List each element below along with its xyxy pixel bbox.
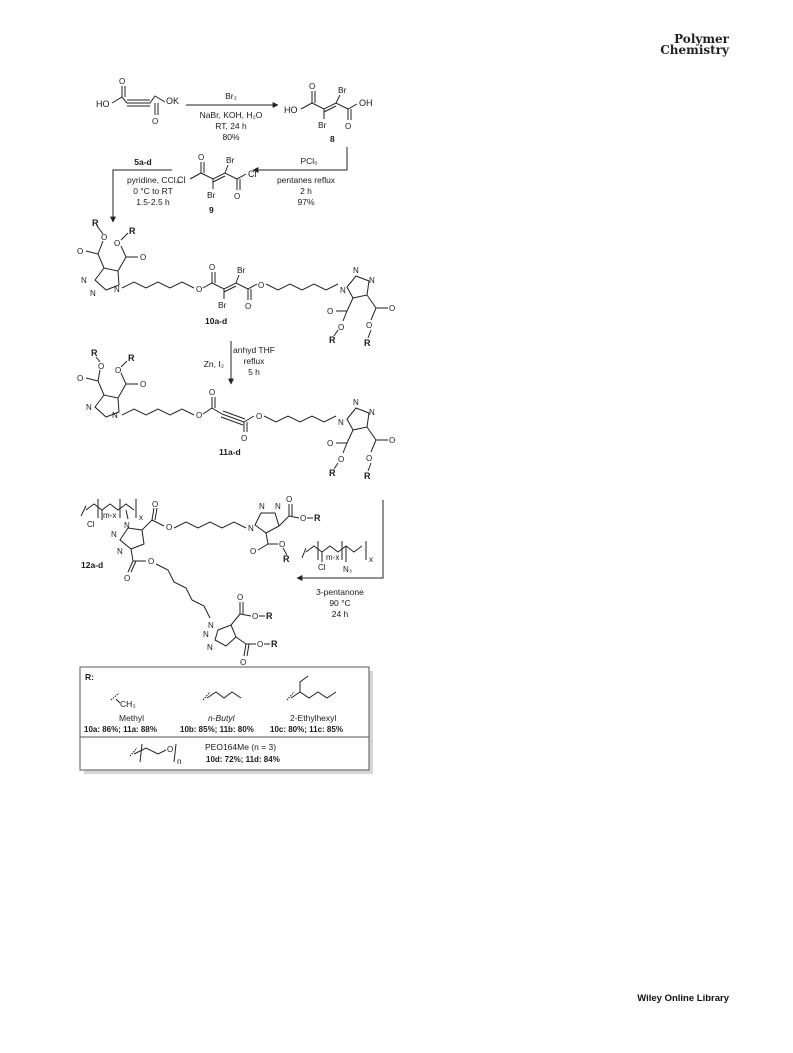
atom-n: N: [117, 547, 123, 556]
starting-material: [96, 77, 179, 126]
reagent-step3: 5a-d: [134, 157, 152, 167]
atom-n: N: [203, 630, 209, 639]
atom-o: O: [256, 412, 263, 421]
atom-o: O: [234, 192, 241, 201]
atom-n: N: [90, 289, 96, 298]
journal-line-1: Polymer: [674, 32, 729, 46]
atom-o: O: [167, 745, 174, 754]
yield-step2: 97%: [297, 197, 315, 207]
atom-cl: Cl: [87, 520, 95, 529]
ethylhexyl-name: 2-Ethylhexyl: [290, 713, 337, 723]
atom-br: Br: [226, 155, 235, 165]
label-ho: HO: [284, 105, 298, 115]
atom-o: O: [366, 321, 373, 330]
label-oh: OH: [359, 98, 373, 108]
temp-step5: 90 °C: [329, 598, 351, 608]
atom-o: O: [240, 658, 247, 667]
atom-o: O: [241, 434, 248, 443]
reagent-step2: PCl₅: [300, 156, 318, 166]
conditions-step4: anhyd THF: [233, 345, 275, 355]
atom-o: O: [309, 82, 316, 91]
conditions-step1: NaBr, KOH, H₂O: [199, 110, 263, 120]
temp-step4: reflux: [243, 356, 265, 366]
atom-br: Br: [207, 190, 216, 200]
butyl-name: n-Butyl: [208, 713, 235, 723]
repeat-index-x: x: [369, 555, 373, 564]
time-step5: 24 h: [331, 609, 349, 619]
atom-o: O: [389, 304, 396, 313]
atom-n: N: [248, 524, 254, 533]
r-group: R: [364, 471, 371, 481]
atom-o: O: [124, 574, 131, 583]
atom-n: N: [353, 398, 359, 407]
publisher-footer: Wiley Online Library: [637, 993, 729, 1004]
r-group: R: [329, 468, 336, 478]
repeat-index-mx: m-x: [103, 511, 117, 520]
methyl-yields: 10a: 86%; 11a: 88%: [84, 725, 157, 734]
reagent-step1: Br₂: [225, 91, 237, 101]
r-group: R: [266, 611, 273, 621]
atom-n: N: [86, 403, 92, 412]
atom-o: O: [196, 285, 203, 294]
atom-o: O: [101, 233, 108, 242]
label-ho: HO: [96, 99, 110, 109]
time-step2: 2 h: [300, 186, 312, 196]
r-group: R: [91, 348, 98, 358]
compound-id-8: 8: [330, 134, 335, 144]
atom-o: O: [140, 380, 147, 389]
atom-o: O: [209, 263, 216, 272]
atom-o: O: [198, 153, 205, 162]
atom-o: O: [345, 122, 352, 131]
compound-9: [177, 153, 257, 215]
atom-n: N: [207, 643, 213, 652]
r-group: R: [329, 335, 336, 345]
atom-o: O: [286, 495, 293, 504]
compound-12: [81, 495, 321, 667]
r-group: R: [314, 513, 321, 523]
atom-n: N: [338, 418, 344, 427]
atom-n: N: [259, 502, 265, 511]
atom-o: O: [77, 374, 84, 383]
atom-o: O: [245, 302, 252, 311]
atom-cl: Cl: [177, 175, 186, 185]
label-ok: OK: [166, 96, 180, 106]
time-step1: RT, 24 h: [215, 121, 247, 131]
atom-br: Br: [338, 85, 347, 95]
peo-yields: 10d: 72%; 11d: 84%: [206, 755, 280, 764]
atom-n: N: [353, 266, 359, 275]
compound-11: [77, 348, 395, 481]
atom-o: O: [148, 557, 155, 566]
atom-o: O: [237, 593, 244, 602]
atom-o: O: [366, 454, 373, 463]
atom-o: O: [98, 362, 105, 371]
repeat-index-x: x: [139, 513, 143, 522]
atom-br: Br: [237, 265, 246, 275]
atom-o: O: [250, 547, 257, 556]
time-step3: 1.5-2.5 h: [136, 197, 170, 207]
r-heading: R:: [85, 672, 94, 682]
azide-polymer: [302, 541, 373, 574]
atom-n: N: [81, 276, 87, 285]
atom-o: O: [338, 455, 345, 464]
atom-o: O: [209, 388, 216, 397]
atom-o: O: [300, 514, 307, 523]
atom-o: O: [196, 411, 203, 420]
compound-10: [77, 218, 395, 348]
atom-o: O: [258, 281, 265, 290]
ethylhexyl-yields: 10c: 80%; 11c: 85%: [270, 725, 343, 734]
atom-o: O: [115, 366, 122, 375]
journal-line-2: Chemistry: [660, 43, 729, 57]
solvent-step5: 3-pentanone: [316, 587, 364, 597]
atom-o: O: [152, 117, 159, 126]
r-group: R: [92, 218, 99, 228]
atom-cl: Cl: [318, 563, 326, 572]
atom-o: O: [257, 640, 264, 649]
r-group: R: [271, 639, 278, 649]
temp-step3: 0 °C to RT: [133, 186, 173, 196]
atom-o: O: [252, 612, 259, 621]
r-group: R: [129, 226, 136, 236]
atom-o: O: [152, 500, 159, 509]
compound-id-10: 10a-d: [205, 316, 228, 326]
butyl-yields: 10b: 85%; 11b: 80%: [180, 725, 254, 734]
methyl-formula: CH₃: [120, 699, 136, 709]
atom-br: Br: [218, 300, 227, 310]
atom-n: N: [369, 276, 375, 285]
atom-o: O: [389, 436, 396, 445]
atom-o: O: [279, 540, 286, 549]
r-group: R: [128, 353, 135, 363]
repeat-index-n: n: [177, 757, 182, 766]
peo-name: PEO164Me (n = 3): [205, 742, 277, 752]
atom-n: N: [114, 285, 120, 294]
atom-n: N: [208, 621, 214, 630]
compound-8: [284, 82, 373, 144]
compound-id-9: 9: [209, 205, 214, 215]
methyl-name: Methyl: [119, 713, 145, 723]
atom-o: O: [327, 439, 334, 448]
compound-id-11: 11a-d: [219, 447, 241, 457]
r-group: R: [364, 338, 371, 348]
yield-step1: 80%: [222, 132, 240, 142]
repeat-index-mx: m-x: [326, 553, 340, 562]
conditions-step3: pyridine, CCl₄: [126, 175, 180, 185]
reagent-step4: Zn, I₂: [203, 359, 224, 369]
atom-n: N: [124, 521, 130, 530]
atom-o: O: [119, 77, 126, 86]
atom-o: O: [327, 307, 334, 316]
atom-o: O: [166, 523, 173, 532]
compound-id-12: 12a-d: [81, 560, 104, 570]
arrow-step5: [297, 500, 383, 578]
atom-o: O: [77, 247, 84, 256]
time-step4: 5 h: [248, 367, 260, 377]
atom-n: N: [275, 502, 281, 511]
atom-n: N: [112, 411, 118, 420]
atom-o: O: [114, 239, 121, 248]
r-group-legend: [80, 667, 373, 774]
atom-br: Br: [318, 120, 327, 130]
r-group: R: [283, 554, 290, 564]
atom-o: O: [338, 323, 345, 332]
atom-n: N: [111, 530, 117, 539]
conditions-step2: pentanes reflux: [276, 175, 336, 185]
atom-cl: Cl: [248, 169, 257, 179]
azide-label: N₃: [343, 565, 353, 574]
atom-o: O: [140, 253, 147, 262]
atom-n: N: [340, 286, 346, 295]
atom-n: N: [369, 408, 375, 417]
